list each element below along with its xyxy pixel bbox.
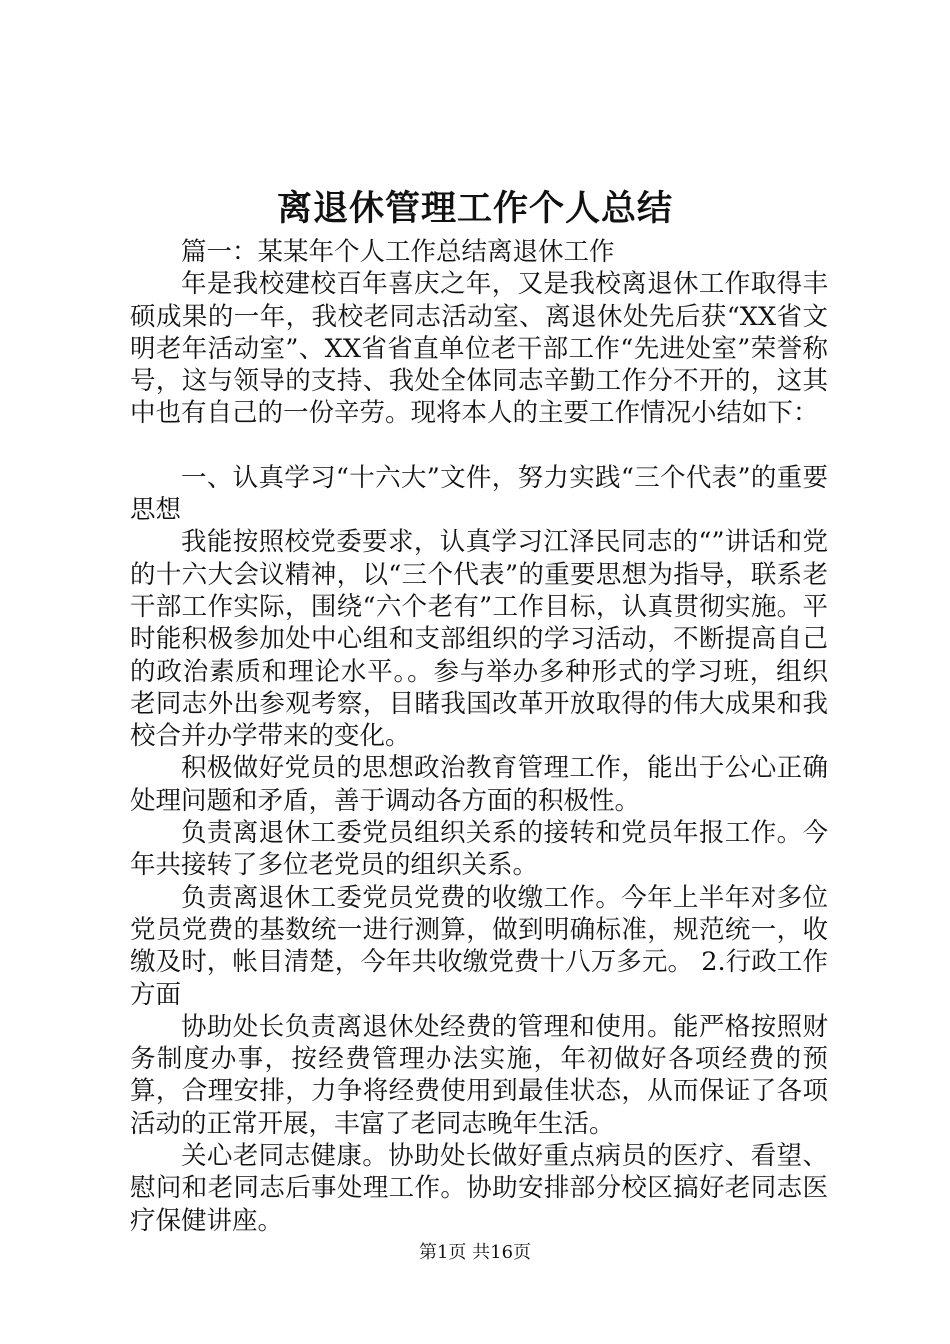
body-paragraph: 协助处长负责离退休处经费的管理和使用。能严格按照财务制度办事，按经费管理办法实施，年初做好各项经费的预算，合理安排，力争将经费使用到最佳状态，从而保证了各项活动的正常开展，丰富了老同志晚年生活。 (130, 1011, 828, 1139)
section-heading-one: 一、认真学习“十六大”文件，努力实践“三个代表”的重要思想 (130, 462, 828, 526)
page-number-footer: 第1页 共16页 (418, 1242, 532, 1263)
section-heading-part-one: 篇一：某某年个人工作总结离退休工作 (181, 237, 615, 267)
body-paragraph: 积极做好党员的思想政治教育管理工作，能出于公心正确处理问题和矛盾，善于调动各方面的积极性。 (130, 753, 828, 816)
body-paragraph: 负责离退休工委党员党费的收缴工作。今年上半年对多位党员党费的基数统一进行测算，做到明确标准，规范统一，收缴及时，帐目清楚，今年共收缴党费十八万多元。 2.行政工作方面 (130, 882, 828, 1010)
document-title: 离退休管理工作个人总结 (276, 188, 673, 229)
body-paragraph: 负责离退休工委党员组织关系的接转和党员年报工作。今年共接转了多位老党员的组织关系。 (130, 818, 828, 881)
document-body (130, 236, 828, 1237)
body-paragraph: 年是我校建校百年喜庆之年，又是我校离退休工作取得丰硕成果的一年，我校老同志活动室、离退休处先后获“XX省文明老年活动室”、XX省省直单位老干部工作“先进处室”荣誉称号，这与领导的支持、我处全体同志辛勤工作分不开的，这其中也有自己的一份辛劳。现将本人的主要工作情况小结如下： (130, 269, 828, 429)
body-paragraph: 关心老同志健康。协助处长做好重点病员的医疗、看望、慰问和老同志后事处理工作。协助安排部分校区搞好老同志医疗保健讲座。 (130, 1141, 828, 1236)
body-paragraph: 我能按照校党委要求，认真学习江泽民同志的“”讲话和党的十六大会议精神，以“三个代表”的重要思想为指导，联系老干部工作实际，围绕“六个老有”工作目标，认真贯彻实施。平时能积极参加处中心组和支部组织的学习活动，不断提高自己的政治素质和理论水平。。参与举办多种形式的学习班，组织老同志外出参观考察，目睹我国改革开放取得的伟大成果和我校合并办学带来的变化。 (130, 527, 828, 752)
